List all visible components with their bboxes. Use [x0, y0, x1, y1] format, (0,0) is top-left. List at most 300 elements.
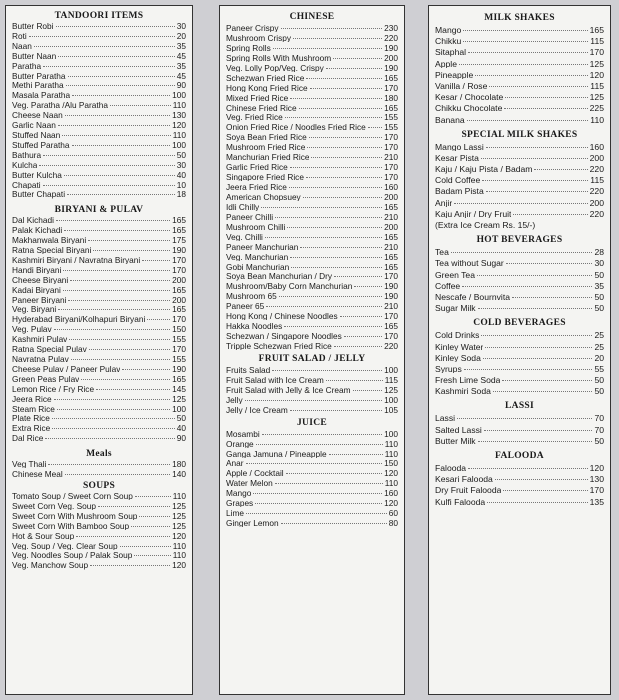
dot-leader: [287, 227, 382, 228]
menu-item-price: 165: [384, 261, 398, 272]
menu-item: [12, 22, 186, 32]
menu-item: [226, 366, 398, 376]
menu-item: [226, 173, 398, 183]
dot-leader: [93, 250, 170, 251]
menu-item: [226, 84, 398, 94]
menu-item-name: Fruit Salad with Jelly & Ice Cream: [226, 385, 351, 395]
dot-leader: [486, 147, 588, 148]
menu-item-price: 50: [594, 269, 604, 280]
menu-item-price: 190: [384, 291, 398, 302]
menu-item: [435, 60, 604, 71]
dot-leader: [489, 86, 588, 87]
menu-item: [12, 502, 186, 512]
menu-item-name: Navratna Pulav: [12, 355, 69, 364]
menu-item-name: Cheese Naan: [12, 111, 63, 120]
menu-item-price: 50: [594, 291, 604, 302]
section-cold-beverages: [435, 315, 604, 398]
menu-item-name: Mushroom Crispy: [226, 33, 292, 43]
section-title: TANDOORI ITEMS: [54, 11, 144, 21]
menu-item: [226, 342, 398, 352]
menu-item: [226, 322, 398, 332]
menu-item: [435, 437, 604, 448]
menu-item: [12, 216, 186, 226]
menu-item-price: 70: [594, 413, 604, 424]
menu-item-price: 165: [384, 251, 398, 262]
menu-item: [12, 512, 186, 522]
dot-leader: [483, 358, 593, 359]
menu-item-price: 120: [384, 498, 398, 509]
dot-leader: [265, 237, 382, 238]
menu-item-name: Green Tea: [435, 270, 475, 280]
menu-item-price: 120: [589, 69, 604, 80]
menu-item-name: Tea: [435, 248, 449, 257]
dot-leader: [135, 496, 171, 497]
menu-item: [435, 354, 604, 365]
dot-leader: [68, 76, 175, 77]
dot-leader: [344, 336, 382, 337]
dot-leader: [464, 369, 593, 370]
menu-item: [435, 293, 604, 304]
menu-item-name: Butter Robi: [12, 22, 54, 31]
menu-item-name: Kulfi Falooda: [435, 497, 486, 507]
menu-item-name: Veg. Chilli: [226, 232, 263, 241]
dot-leader: [98, 506, 170, 507]
menu-item-price: 165: [384, 231, 398, 242]
section-title: BIRYANI & PULAV: [54, 205, 144, 216]
section-tandoori: [12, 10, 186, 200]
menu-item: [435, 165, 604, 176]
menu-item-price: 175: [172, 235, 186, 246]
menu-item: [12, 256, 186, 266]
dot-leader: [142, 260, 170, 261]
section-chinese: [226, 10, 398, 352]
menu-item: [12, 296, 186, 306]
menu-item-price: 165: [384, 201, 398, 212]
menu-item: [12, 151, 186, 161]
menu-item-price: 200: [384, 52, 398, 63]
menu-item-name: Kaju / Kaju Pista / Badam: [435, 165, 533, 174]
dot-leader: [69, 339, 170, 340]
dot-leader: [63, 290, 170, 291]
menu-item-name: Veg Thali: [12, 460, 47, 469]
dot-leader: [253, 493, 382, 494]
dot-leader: [502, 380, 592, 381]
menu-item: [12, 121, 186, 131]
menu-item-price: 125: [384, 384, 398, 395]
dot-leader: [266, 306, 382, 307]
dot-leader: [468, 468, 588, 469]
menu-item-name: Kashmiri Soda: [435, 387, 491, 396]
dot-leader: [139, 516, 170, 517]
menu-item-price: 170: [384, 142, 398, 153]
menu-item: [12, 470, 186, 480]
menu-item-name: Veg. Manchurian: [226, 252, 289, 261]
section-juice: [226, 416, 398, 529]
menu-item-price: 225: [589, 103, 604, 114]
menu-item-name: Sweet Corn With Mushroom Soup: [12, 511, 138, 521]
menu-item-price: 220: [589, 164, 604, 175]
menu-item-name: Veg. Manchow Soup: [12, 561, 89, 570]
menu-item-price: 200: [589, 197, 604, 208]
dot-leader: [45, 438, 174, 439]
menu-item: [435, 154, 604, 165]
menu-item-name: Garlic Fried Rice: [226, 163, 288, 172]
menu-item-name: Kulcha: [12, 160, 38, 169]
section-title: LASSI: [505, 401, 534, 412]
dot-leader: [293, 38, 382, 39]
dot-leader: [273, 48, 382, 49]
menu-item-price: 110: [172, 550, 186, 561]
menu-item-name: Butter Chapati: [12, 190, 66, 199]
menu-item-price: 70: [594, 424, 604, 435]
section-title: JUICE: [296, 417, 327, 428]
menu-item-price: 50: [594, 303, 604, 314]
menu-item-name: Vanilla / Rose: [435, 81, 488, 91]
dot-leader: [29, 36, 175, 37]
menu-item-name: Fruit Salad with Ice Cream: [226, 375, 324, 385]
menu-item-price: 190: [172, 363, 186, 374]
menu-item-name: Mango Lassi: [435, 142, 484, 152]
menu-item-name: Lime: [226, 509, 244, 518]
menu-item: [226, 243, 398, 253]
menu-item-name: Sweet Corn With Bamboo Soup: [12, 521, 130, 530]
menu-item: [226, 253, 398, 263]
menu-item-name: Veg. Noodles Soup / Palak Soup: [12, 551, 133, 560]
menu-item: [12, 81, 186, 91]
menu-item-name: Mosambi: [226, 429, 260, 438]
menu-item-name: Butter Milk: [435, 436, 476, 446]
menu-item-name: Manchurian Fried Rice: [226, 153, 310, 162]
menu-item-price: 190: [384, 281, 398, 292]
dot-leader: [62, 135, 170, 136]
menu-item-price: 200: [589, 152, 604, 163]
menu-item: [226, 203, 398, 213]
menu-item-price: 135: [589, 496, 604, 507]
dot-leader: [57, 409, 170, 410]
dot-leader: [134, 555, 170, 556]
menu-item-name: Hyderabad Biryani/Kolhapuri Biryani: [12, 315, 146, 324]
menu-item-price: 120: [384, 468, 398, 479]
menu-item: [12, 91, 186, 101]
menu-item-name: Apple / Cocktail: [226, 469, 284, 478]
dot-leader: [504, 108, 587, 109]
menu-item-name: Kinley Soda: [435, 353, 481, 363]
dot-leader: [52, 428, 174, 429]
dot-leader: [255, 503, 382, 504]
menu-item-price: 120: [172, 560, 186, 571]
menu-item-name: American Chopsuey: [226, 192, 301, 202]
menu-item-name: Butter Naan: [12, 51, 57, 61]
menu-item: [226, 519, 398, 529]
dot-leader: [71, 359, 170, 360]
menu-item-name: Kaju Anjir / Dry Fruit: [435, 209, 512, 219]
dot-leader: [310, 88, 383, 89]
menu-item: [12, 32, 186, 42]
menu-item-name: Soya Bean Fried Rice: [226, 133, 307, 142]
menu-item: [226, 376, 398, 386]
menu-item-name: Chikku Chocolate: [435, 104, 503, 113]
dot-leader: [353, 390, 383, 391]
menu-item-price: 50: [594, 375, 604, 386]
dot-leader: [70, 280, 170, 281]
menu-item-price: 155: [384, 122, 398, 133]
menu-item-price: 100: [172, 403, 186, 414]
menu-item-name: Stuffed Naan: [12, 130, 61, 140]
menu-item-name: Paneer Chilli: [226, 212, 274, 222]
menu-item-price: 120: [589, 463, 604, 473]
menu-item-name: Tomato Soup / Sweet Corn Soup: [12, 491, 133, 501]
dot-leader: [354, 286, 382, 287]
menu-item-price: 170: [172, 254, 186, 265]
menu-item: [226, 459, 398, 469]
dot-leader: [96, 389, 170, 390]
section-title: HOT BEVERAGES: [476, 235, 563, 246]
menu-item-name: Jeera Rice: [12, 394, 52, 403]
dot-leader: [39, 165, 174, 166]
menu-item-price: 210: [384, 301, 398, 312]
menu-item: [12, 405, 186, 415]
menu-item-name: Paneer Manchurian: [226, 242, 299, 251]
menu-item-name: Ginger Lemon: [226, 519, 279, 528]
menu-item-price: 170: [384, 311, 398, 322]
menu-item-name: Kesari Falooda: [435, 475, 493, 484]
dot-leader: [256, 444, 383, 445]
menu-item-price: 45: [176, 70, 186, 81]
menu-item: [435, 248, 604, 259]
dot-leader: [505, 97, 587, 98]
menu-item-price: 115: [590, 36, 604, 47]
menu-item-name: Orange: [226, 439, 254, 448]
menu-item-name: Anjir: [435, 198, 453, 208]
menu-item-name: Fruits Salad: [226, 365, 271, 375]
menu-item-price: 50: [594, 386, 604, 397]
menu-item-price: 165: [172, 215, 186, 226]
dot-leader: [485, 347, 592, 348]
dot-leader: [475, 75, 587, 76]
menu-item-name: Paneer Biryani: [12, 295, 67, 304]
section-title: CHINESE: [289, 12, 335, 22]
menu-item-price: 165: [384, 321, 398, 332]
section-title: SOUPS: [82, 480, 116, 491]
menu-item-price: 155: [172, 354, 186, 364]
dot-leader: [468, 52, 588, 53]
menu-item: [435, 365, 604, 376]
menu-item-name: Garlic Naan: [12, 121, 56, 130]
menu-item: [435, 475, 604, 486]
menu-item-price: 165: [172, 284, 186, 295]
menu-item-name: Badam Pista: [435, 187, 484, 197]
menu-item-name: Nescafe / Bournvita: [435, 292, 510, 302]
menu-item-name: Stuffed Paratha: [12, 140, 70, 150]
dot-leader: [122, 369, 170, 370]
menu-item-price: 110: [172, 100, 186, 111]
dot-leader: [311, 157, 382, 158]
menu-item-price: 60: [388, 508, 398, 519]
menu-item-price: 130: [589, 474, 604, 485]
menu-item: [12, 345, 186, 355]
dot-leader: [52, 418, 175, 419]
dot-leader: [65, 474, 170, 475]
dot-leader: [246, 463, 383, 464]
dot-leader: [306, 177, 382, 178]
menu-item-price: 30: [176, 159, 186, 170]
menu-item: [12, 101, 186, 111]
dot-leader: [459, 64, 588, 65]
menu-item: [226, 386, 398, 396]
menu-item-name: Mixed Fried Rice: [226, 93, 289, 102]
menu-item-name: Hakka Noodles: [226, 322, 283, 331]
section-title: MILK SHAKES: [484, 13, 555, 23]
menu-item-price: 100: [384, 364, 398, 375]
menu-item-price: 125: [172, 510, 186, 521]
menu-item: [12, 385, 186, 395]
menu-item: [226, 450, 398, 460]
dot-leader: [279, 296, 382, 297]
menu-item-price: 30: [594, 258, 604, 269]
dot-leader: [58, 125, 170, 126]
menu-item: [435, 176, 604, 187]
menu-item-name: Veg. Soup / Veg. Clear Soup: [12, 541, 118, 550]
menu-item: [12, 161, 186, 171]
menu-item-price: 40: [176, 423, 186, 434]
section-meals: [12, 448, 186, 480]
menu-item: [435, 387, 604, 398]
dot-leader: [289, 187, 382, 188]
menu-item-price: 200: [384, 191, 398, 202]
dot-leader: [272, 370, 382, 371]
menu-item: [226, 44, 398, 54]
menu-item-name: Mushroom/Baby Corn Manchurian: [226, 282, 353, 291]
menu-item-price: 230: [384, 23, 398, 33]
menu-item-price: 125: [172, 393, 186, 404]
menu-item-name: Grapes: [226, 499, 254, 508]
menu-item-price: 110: [172, 540, 186, 551]
menu-item-name: Methi Paratha: [12, 81, 64, 90]
menu-item-name: Extra Rice: [12, 424, 51, 433]
menu-item-price: 40: [176, 169, 186, 180]
menu-item: [435, 104, 604, 115]
menu-item: [12, 276, 186, 286]
dot-leader: [90, 565, 170, 566]
menu-item-price: 105: [384, 404, 398, 415]
menu-item-name: Kesar / Chocolate: [435, 93, 504, 102]
menu-item: [226, 396, 398, 406]
menu-item-name: Jelly: [226, 395, 243, 405]
menu-item: [435, 282, 604, 293]
menu-column-1: [5, 5, 193, 695]
menu-item-name: Veg. Pulav: [12, 325, 52, 334]
menu-item-name: Jeera Fried Rice: [226, 183, 287, 192]
menu-item-name: Veg. Lolly Pop/Veg. Crispy: [226, 63, 324, 73]
menu-item-name: Water Melon: [226, 479, 273, 488]
menu-item: [12, 325, 186, 335]
menu-item-price: 170: [384, 172, 398, 183]
menu-item: [12, 551, 186, 561]
menu-item-price: 18: [176, 189, 186, 200]
menu-item-price: 210: [384, 211, 398, 222]
menu-item-price: 30: [176, 21, 186, 31]
menu-item-price: 115: [590, 80, 604, 91]
menu-item: [435, 376, 604, 387]
dot-leader: [478, 308, 593, 309]
menu-item: [12, 266, 186, 276]
menu-item: [435, 464, 604, 475]
menu-item-price: 160: [589, 141, 604, 152]
menu-item-price: 100: [172, 139, 186, 150]
menu-item-name: Paneer Crispy: [226, 24, 279, 33]
menu-item: [12, 171, 186, 181]
menu-item-name: Sweet Corn Veg. Soup: [12, 501, 96, 511]
menu-item-price: 90: [176, 433, 186, 444]
menu-item: [12, 395, 186, 405]
dot-leader: [307, 147, 382, 148]
menu-item-price: 170: [172, 314, 186, 325]
menu-item-price: 180: [172, 459, 186, 470]
dot-leader: [275, 217, 382, 218]
menu-item: [435, 71, 604, 82]
menu-item-name: Paneer 65: [226, 302, 265, 311]
dot-leader: [34, 46, 175, 47]
menu-item: [12, 190, 186, 200]
menu-item: [435, 93, 604, 104]
menu-item-price: 45: [176, 50, 186, 61]
menu-item: [12, 246, 186, 256]
dot-leader: [334, 276, 382, 277]
menu-item-price: 110: [384, 448, 398, 459]
menu-item-name: Hong Kong / Chinese Noodles: [226, 312, 338, 321]
menu-item-name: Lemon Rice / Fry Rice: [12, 384, 95, 394]
menu-item-price: 110: [590, 114, 604, 125]
menu-item-price: 110: [172, 490, 186, 501]
dot-leader: [88, 240, 170, 241]
menu-item-name: Schezwan / Singapore Noodles: [226, 332, 342, 341]
menu-item-price: 170: [384, 132, 398, 143]
menu-item-price: 200: [172, 294, 186, 305]
dot-leader: [329, 454, 383, 455]
menu-item-price: 170: [384, 271, 398, 282]
dot-leader: [281, 28, 383, 29]
dot-leader: [477, 275, 592, 276]
dot-leader: [503, 490, 587, 491]
menu-item-price: 220: [384, 32, 398, 43]
menu-item-price: 165: [384, 102, 398, 113]
menu-item-price: 170: [589, 47, 604, 58]
menu-item-name: Apple: [435, 59, 457, 69]
menu-item-name: Coffee: [435, 281, 461, 291]
dot-leader: [368, 127, 382, 128]
dot-leader: [484, 430, 593, 431]
menu-item: [12, 375, 186, 385]
menu-item-price: 100: [384, 394, 398, 405]
menu-item-name: Masala Paratha: [12, 91, 71, 100]
menu-item: [435, 26, 604, 37]
menu-item-price: 50: [176, 413, 186, 424]
menu-item: [12, 532, 186, 542]
menu-item: [226, 312, 398, 322]
menu-item-name: Spring Rolls With Mushroom: [226, 53, 332, 63]
menu-item: [12, 460, 186, 470]
menu-item-name: Gobi Manchurian: [226, 262, 290, 271]
menu-item-price: 210: [384, 241, 398, 252]
menu-item-price: 200: [384, 221, 398, 232]
menu-item-price: 50: [594, 435, 604, 446]
menu-item-name: Falooda: [435, 464, 467, 473]
dot-leader: [291, 267, 382, 268]
dot-leader: [56, 26, 175, 27]
menu-item: [12, 131, 186, 141]
section-special-milk-shakes: [435, 127, 604, 233]
menu-item: [435, 48, 604, 59]
